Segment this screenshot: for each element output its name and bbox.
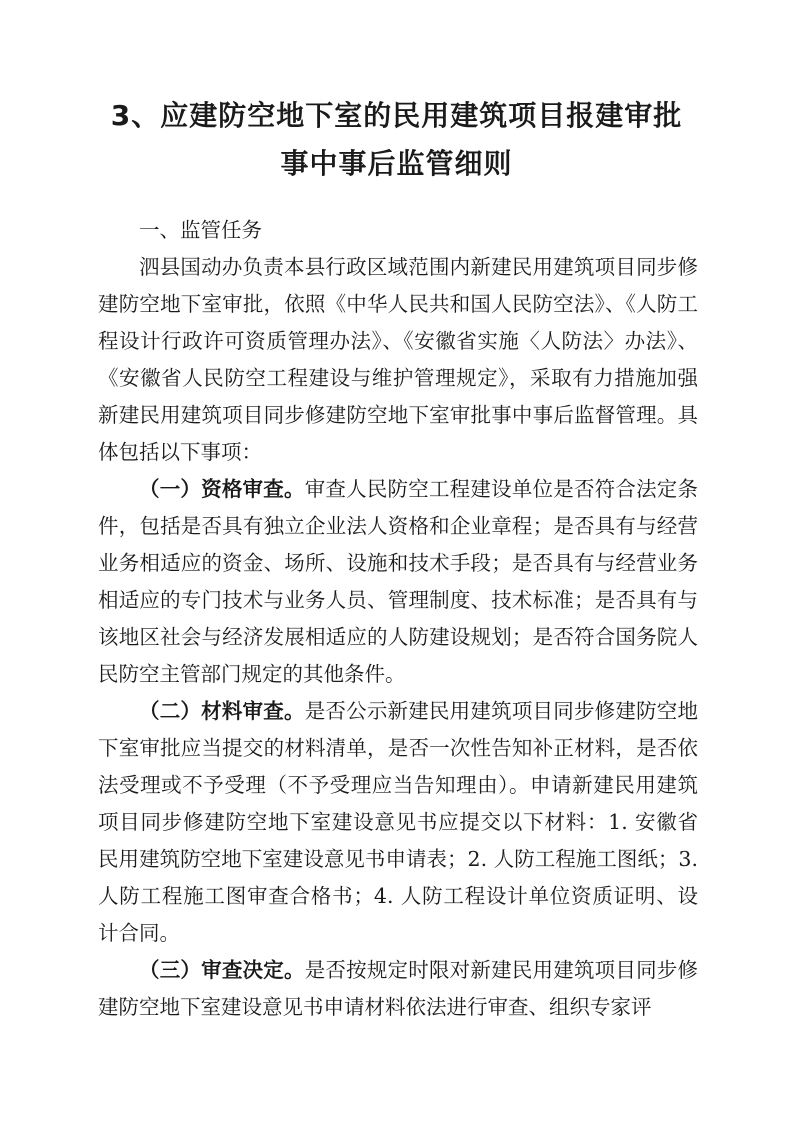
- item-text-material-review: 是否公示新建民用建筑项目同步修建防空地下室审批应当提交的材料清单，是否一次性告知补正材料，是否依法受理或不予受理（不予受理应当告知理由）。申请新建民用建筑项目同步修建防空地下室建设意见书应提交以下材料：1. 安徽省民用建筑防空地下室建设意见书申请表；2. 人防工程施工图纸；3. 人防工程施工图审查合格书；4. 人防工程设计单位资质证明、设计合同。: [98, 699, 699, 945]
- item-text-review-decision: 是否按规定时限对新建民用建筑项目同步修建防空地下室建设意见书申请材料依法进行审查、组织专家评: [98, 958, 699, 1019]
- paragraph-material-review: [98, 693, 698, 952]
- document-title-line-2: 事中事后监管细则: [280, 147, 513, 180]
- paragraph-qualification-review: [98, 471, 698, 693]
- item-label-review-decision: （三）审查决定。: [139, 958, 305, 982]
- item-text-qualification-review: 审查人民防空工程建设单位是否符合法定条件，包括是否具有独立企业法人资格和企业章程；是否具有与经营业务相适应的资金、场所、设施和技术手段；是否具有与经营业务相适应的专门技术与业务人员、管理制度、技术标准；是否具有与该地区社会与经济发展相适应的人防建设规划；是否符合国务院人民防空主管部门规定的其他条件。: [98, 477, 699, 686]
- paragraph-overview: 泗县国动办负责本县行政区域范围内新建民用建筑项目同步修建防空地下室审批，依照《中华人民共和国人民防空法》、《人防工程设计行政许可资质管理办法》、《安徽省实施〈人防法〉办法》、《安徽省人民防空工程建设与维护管理规定》，采取有力措施加强新建民用建筑项目同步修建防空地下室审批事中事后监督管理。具体包括以下事项：: [98, 255, 698, 464]
- item-label-material-review: （二）材料审查。: [139, 699, 305, 723]
- item-label-qualification-review: （一）资格审查。: [139, 477, 305, 501]
- document-title-line-1: 3、应建防空地下室的民用建筑项目报建审批: [110, 99, 683, 132]
- paragraph-review-decision: [98, 952, 698, 1026]
- section-heading-supervision-tasks: 一、监管任务: [139, 218, 262, 242]
